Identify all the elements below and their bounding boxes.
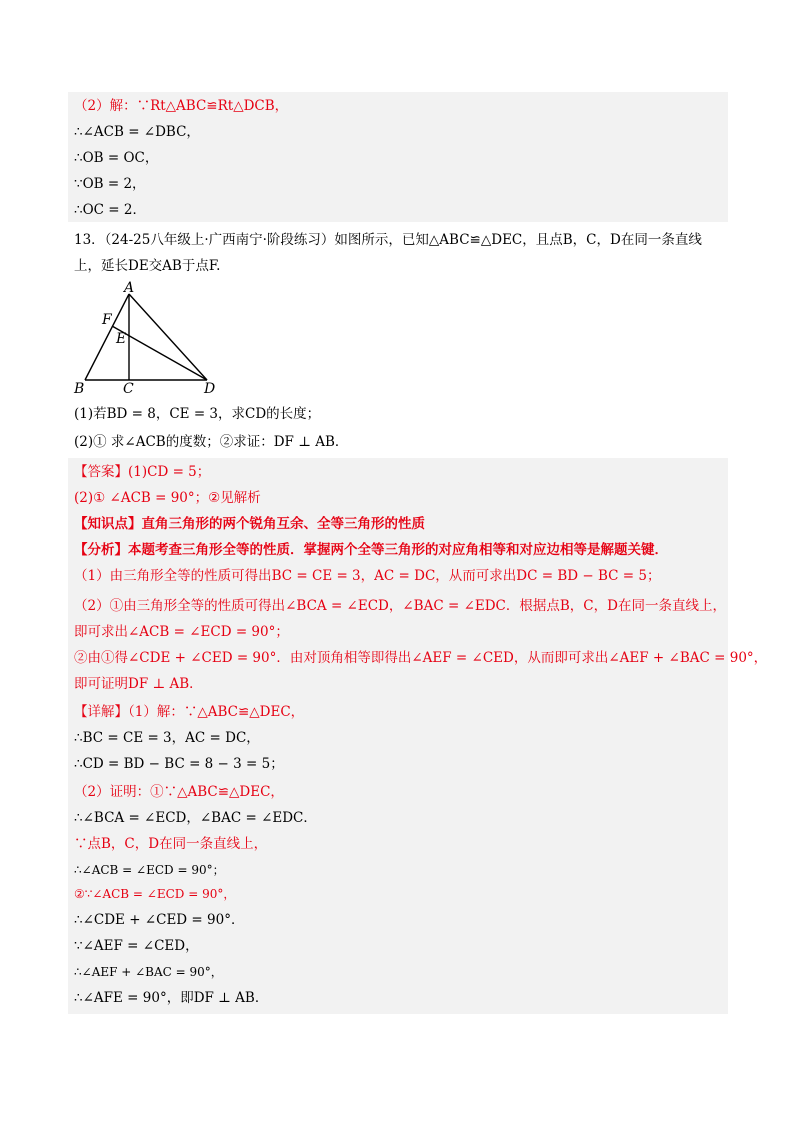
knowledge-point: 【知识点】直角三角形的两个锐角互余、全等三角形的性质	[74, 516, 425, 532]
detail-line11: ∴∠AEF + ∠BAC = 90°，	[74, 965, 223, 979]
label-e: E	[116, 331, 127, 347]
segment-ad	[129, 294, 207, 380]
detail-line2: ∴BC = CE = 3，AC = DC，	[74, 730, 260, 746]
prev-part2-line2: ∴∠ACB = ∠DBC，	[74, 124, 200, 140]
analysis-line2: （2）①由三角形全等的性质可得出∠BCA = ∠ECD，∠BAC = ∠EDC．根据点B，C，D在同一条直线上，	[74, 598, 726, 614]
detail-line6: ∵点B，C，D在同一条直线上，	[74, 836, 268, 852]
prev-part2-line5: ∴OC = 2．	[74, 202, 146, 218]
detail-line3: ∴CD = BD − BC = 8 − 3 = 5；	[74, 756, 284, 772]
analysis-line5: 即可证明DF ⊥ AB．	[74, 676, 203, 692]
problem13-question2: (2)① 求∠ACB的度数；②求证：DF ⊥ AB．	[74, 434, 349, 450]
analysis-heading: 【分析】本题考查三角形全等的性质．掌握两个全等三角形的对应角相等和对应边相等是解题关键．	[74, 542, 668, 558]
analysis-line4: ②由①得∠CDE + ∠CED = 90°．由对顶角相等即得出∠AEF = ∠CED，从而即可求出∠AEF + ∠BAC = 90°，	[74, 650, 768, 666]
triangle-figure	[70, 280, 230, 396]
detail-line12: ∴∠AFE = 90°，即DF ⊥ AB．	[74, 990, 269, 1006]
label-a: A	[124, 280, 135, 296]
label-c: C	[123, 381, 134, 396]
answer-line1: 【答案】(1)CD = 5；	[74, 464, 211, 480]
label-f: F	[102, 312, 112, 328]
prev-part2-line3: ∴OB = OC，	[74, 150, 159, 166]
label-d: D	[204, 381, 216, 396]
analysis-line3: 即可求出∠ACB = ∠ECD = 90°；	[74, 624, 289, 640]
prev-part2-line4: ∵OB = 2，	[74, 176, 146, 192]
problem13-stem-line2: 上，延长DE交AB于点F.	[74, 258, 221, 274]
detail-line4: （2）证明：①∵△ABC≌△DEC，	[74, 784, 284, 800]
problem13-question1: (1)若BD = 8，CE = 3，求CD的长度；	[74, 406, 321, 422]
detail-line10: ∵∠AEF = ∠CED，	[74, 938, 199, 954]
detail-line1: 【详解】（1）解：∵△ABC≌△DEC，	[74, 704, 305, 720]
detail-line7: ∴∠ACB = ∠ECD = 90°；	[74, 863, 225, 877]
analysis-line1: （1）由三角形全等的性质可得出BC = CE = 3，AC = DC，从而可求出DC = BD − BC = 5；	[74, 568, 661, 584]
detail-line5: ∴∠BCA = ∠ECD，∠BAC = ∠EDC．	[74, 810, 317, 826]
segment-fd	[112, 326, 207, 380]
prev-part2-line1: （2）解：∵Rt△ABC≌Rt△DCB，	[74, 98, 289, 114]
label-b: B	[74, 381, 85, 396]
problem13-stem-line1: 13．（24-25八年级上·广西南宁·阶段练习）如图所示，已知△ABC≌△DEC，且点B，C，D在同一条直线	[74, 232, 702, 248]
answer-line2: (2)① ∠ACB = 90°；②见解析	[74, 490, 261, 506]
detail-line9: ∴∠CDE + ∠CED = 90°．	[74, 912, 245, 928]
detail-line8: ②∵∠ACB = ∠ECD = 90°，	[74, 887, 236, 901]
